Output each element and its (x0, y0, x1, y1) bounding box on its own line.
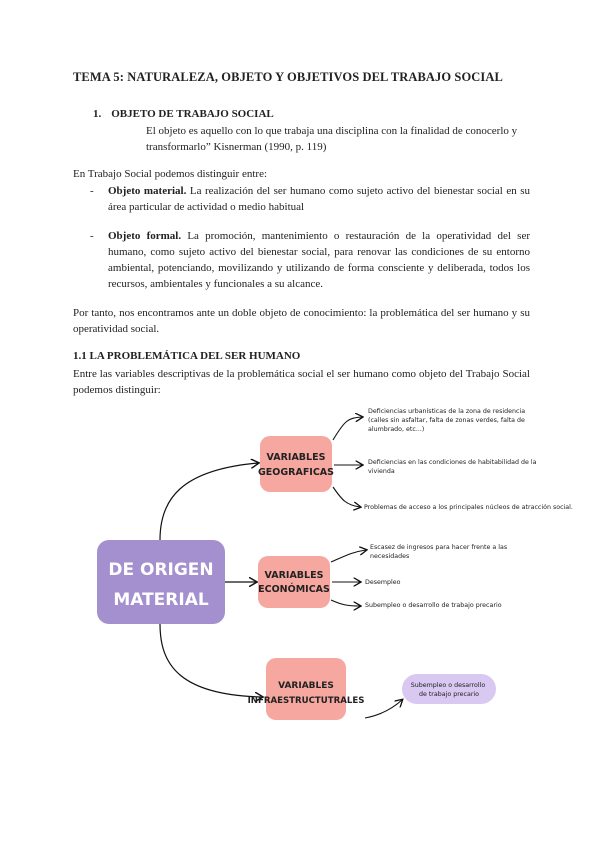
item-line: necesidades (370, 553, 410, 560)
branch-label-1: VARIABLES (264, 570, 324, 581)
connector-item (333, 417, 362, 440)
subsection-heading: 1.1 LA PROBLEMÁTICA DEL SER HUMANO (73, 350, 301, 362)
branch-label-2: INFRAESTRUCTUTRALES (247, 696, 365, 706)
branch-label-1: VARIABLES (266, 452, 326, 463)
bullet-term: Objeto material. (108, 185, 187, 197)
connector-geograficas (160, 463, 258, 540)
list-item (368, 459, 539, 475)
item-line: de trabajo precario (418, 691, 480, 698)
bullet-term: Objeto formal. (108, 230, 182, 242)
page-title: TEMA 5: NATURALEZA, OBJETO Y OBJETIVOS DEL TRABAJO SOCIAL (73, 70, 503, 84)
connector-item (331, 550, 366, 562)
item-line: Subempleo o desarrollo (410, 682, 486, 689)
bullet-text: La realización del ser humano como sujeto activo del bienestar social en su área particular de actividad o medio habitual (108, 185, 530, 213)
highlight-bubble (402, 674, 496, 704)
branch-label-2: GEOGRAFICAS (257, 467, 335, 478)
list-item (370, 544, 509, 560)
subsection-paragraph: Entre las variables descriptivas de la problemática social el ser humano como objeto del Trabajo Social podemos distinguir: (73, 368, 530, 396)
bullet-dash: - (90, 230, 94, 242)
conclusion-paragraph: Por tanto, nos encontramos ante un doble objeto de conocimiento: la problemática del ser humano y su operatividad social. (73, 307, 530, 335)
item-line: Subempleo o desarrollo de trabajo precario (365, 602, 502, 609)
item-line: vivienda (368, 468, 395, 475)
connector-item (331, 600, 360, 606)
branch-node-economicas (258, 556, 330, 608)
section-heading-text: OBJETO DE TRABAJO SOCIAL (111, 108, 274, 120)
definition-quote: El objeto es aquello con lo que trabaja una disciplina con la finalidad de conocerlo y transformarlo” Kisnerman (1990, p. 119) (146, 125, 518, 153)
list-item (365, 602, 502, 609)
intro-text: En Trabajo Social podemos distinguir entre: (73, 168, 268, 180)
item-line: Escasez de ingresos para hacer frente a las (370, 544, 508, 551)
connector-infraestructurales (160, 624, 262, 697)
bullet-dash: - (90, 185, 94, 197)
item-line: Problemas de acceso a los principales núcleos de atracción social. (364, 504, 573, 511)
branch-node-geograficas (257, 436, 335, 492)
center-label-1: DE ORIGEN (108, 560, 214, 580)
item-line: Deficiencias en las condiciones de habitabilidad de la (368, 459, 537, 466)
connector-item (333, 487, 360, 507)
item-line: alumbrado, etc...) (368, 426, 425, 433)
item-line: Deficiencias urbanísticas de la zona de residencia (368, 408, 526, 415)
list-item (364, 503, 573, 511)
connector-item (365, 700, 402, 718)
list-item (365, 579, 401, 586)
branch-label-1: VARIABLES (278, 681, 334, 691)
center-label-2: MATERIAL (113, 590, 209, 610)
section-number: 1. (93, 108, 102, 120)
item-line: Desempleo (365, 579, 401, 586)
item-line: (calles sin asfaltar, falta de zonas verdes, falta de (368, 417, 525, 424)
list-item (368, 407, 527, 433)
bullet-text: La promoción, mantenimiento o restauración de la operatividad del ser humano, como sujeto activo del bienestar social, para renovar las condiciones de su entorno ambiental, potenciando, movilizando y utilizando de forma consciente y deliberada, todos los recursos, ambientales y funcionales a su alcance. (108, 230, 530, 290)
center-node (97, 540, 225, 624)
branch-label-2: ECONÓMICAS (258, 584, 330, 595)
